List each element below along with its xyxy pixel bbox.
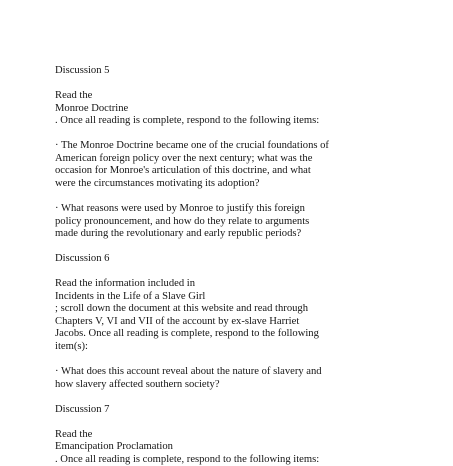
discussion-5-item-1-line: · The Monroe Doctrine became one of the crucial foundations of bbox=[55, 140, 329, 152]
discussion-6-item-1 bbox=[55, 366, 445, 391]
discussion-5-item-2-line: · What reasons were used by Monroe to justify this foreign bbox=[55, 202, 305, 214]
discussion-6-instruction-line: item(s): bbox=[55, 341, 88, 353]
discussion-7-read-the: Read the bbox=[55, 428, 93, 440]
discussion-5-instruction: . Once all reading is complete, respond to the following items: bbox=[55, 115, 320, 127]
discussion-6-instruction-line: ; scroll down the document at this website and read through bbox=[55, 303, 309, 315]
discussion-7-heading: Discussion 7 bbox=[55, 403, 110, 415]
discussion-6-read-info: Read the information included in bbox=[55, 278, 196, 290]
discussion-5-item-2 bbox=[55, 203, 445, 241]
discussion-5-source-title: Monroe Doctrine bbox=[55, 102, 129, 114]
discussion-5-item-1-line: were the circumstances motivating its adoption? bbox=[55, 177, 260, 189]
discussion-6-heading: Discussion 6 bbox=[55, 253, 110, 265]
discussion-6-instruction-line: Jacobs. Once all reading is complete, respond to the following bbox=[55, 328, 319, 340]
discussion-5-section bbox=[55, 65, 445, 241]
discussion-5-item-2-line: policy pronouncement, and how do they relate to arguments bbox=[55, 215, 310, 227]
discussion-5-item-1-line: American foreign policy over the next century; what was the bbox=[55, 152, 313, 164]
discussion-5-item-2-line: made during the revolutionary and early republic periods? bbox=[55, 228, 302, 240]
discussion-6-item-1-line: · What does this account reveal about the nature of slavery and bbox=[55, 366, 322, 378]
discussion-7-instruction: . Once all reading is complete, respond to the following items: bbox=[55, 453, 320, 465]
discussion-6-section bbox=[55, 253, 445, 391]
discussion-7-source-title: Emancipation Proclamation bbox=[55, 441, 173, 453]
document-body bbox=[55, 65, 445, 466]
discussion-5-heading: Discussion 5 bbox=[55, 65, 110, 76]
discussion-6-instruction-line: Chapters V, VI and VII of the account by ex-slave Harriet bbox=[55, 315, 300, 327]
discussion-6-item-1-line: how slavery affected southern society? bbox=[55, 378, 220, 390]
discussion-5-read-the: Read the bbox=[55, 89, 93, 101]
discussion-5-item-1 bbox=[55, 140, 445, 190]
discussion-7-section bbox=[55, 404, 445, 466]
discussion-6-source-title: Incidents in the Life of a Slave Girl bbox=[55, 290, 206, 302]
discussion-5-item-1-line: occasion for Monroe's articulation of this doctrine, and what bbox=[55, 165, 311, 177]
